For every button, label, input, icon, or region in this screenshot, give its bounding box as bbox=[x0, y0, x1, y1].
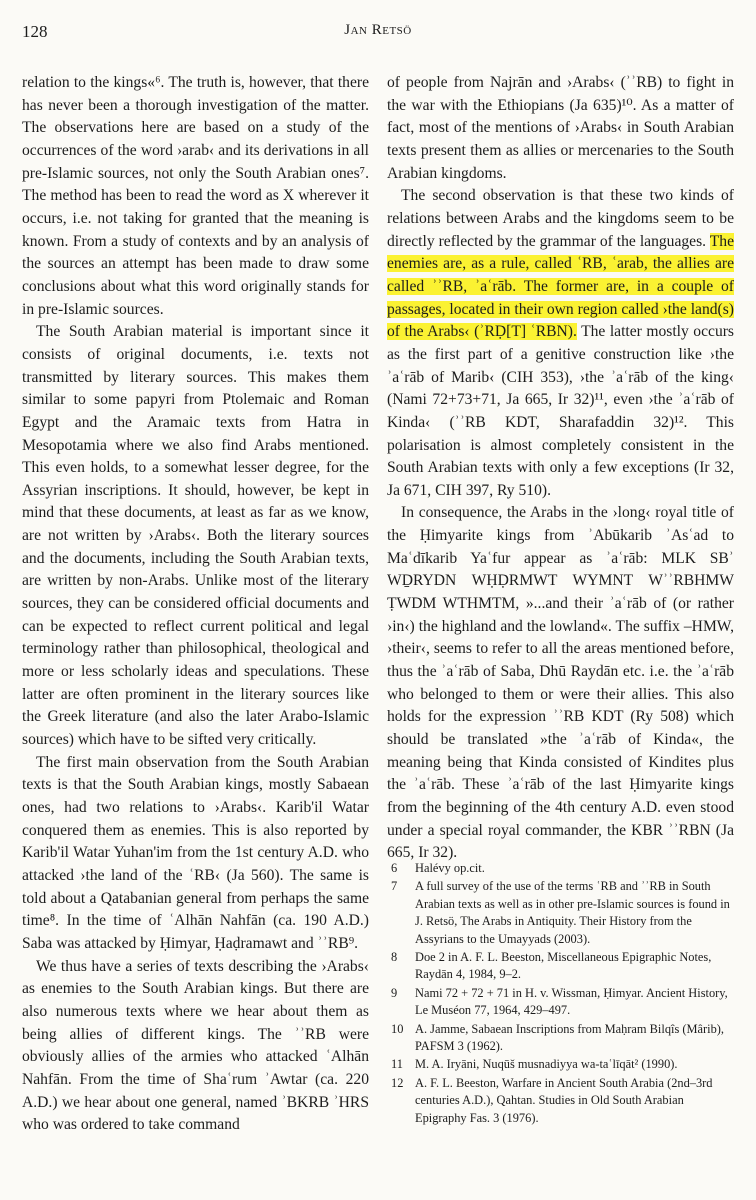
text-after-highlight: The latter mostly occurs as the first part of a genitive construction like ›the ʾaʿrāb of Marib‹ (CIH 353), ›the ʾaʿrāb of the king‹ (Nami 72+73+71, Ja 665, Ir 32)¹¹, even ›the ʾaʿrāb of Kinda‹ (ʾʾRB KDT, Sharafaddin 32)¹². This polarisation is almost completely consistent in the South Arabian texts with only a few exceptions (Ir 32, Ja 671, CIH 397, Ry 510). bbox=[387, 323, 734, 499]
footnote-text: A full survey of the use of the terms ʿRB and ʾʾRB in South Arabian texts as well as in other pre-Islamic sources is found in J. Retsö, The Arabs in Antiquity. Their History from the Assyrians to the Umayyads (2003). bbox=[415, 879, 730, 946]
footnote bbox=[387, 1021, 737, 1056]
paragraph: We thus have a series of texts describing the ›Arabs‹ as enemies to the South Arabian kings. But there are also numerous texts where we hear about them as being allies of different kings. The ʾʾRB were obviously allies of the armies who attacked ʿAlhān Nahfān. From the time of Shaʿrum ʾAwtar (ca. 220 A.D.) we hear about one general, named ʾBKRB ʾHRS who was ordered to take command bbox=[22, 957, 369, 1134]
left-column bbox=[22, 72, 369, 1137]
footnote bbox=[387, 1056, 737, 1073]
footnote-number: 6 bbox=[391, 861, 398, 875]
paragraph: The first main observation from the South Arabian texts is that the South Arabian kings, mostly Sabaean ones, had two relations to ›Arabs‹. Karib'il Watar conquered them as enemies. This is also reported by Karib'il Watar Yuhan'im from the 1st century A.D. who attacked ›the land of the ʿRB‹ (Ja 560). The same is told about a Qatabanian general from perhaps the same time⁸. In the time of ʿAlhān Nahfān (ca. 190 A.D.) Saba was attacked by Ḥimyar, Ḥaḍramawt and ʾʾRB⁹. bbox=[22, 753, 369, 952]
text-before-highlight: The second observation is that these two kinds of relations between Arabs and the kingdoms seem to be directly reflected by the grammar of the languages. bbox=[387, 187, 734, 250]
right-column bbox=[387, 72, 734, 865]
running-head-author: Jan Retsö bbox=[344, 22, 412, 38]
footnotes bbox=[387, 860, 737, 1128]
footnote-text: A. Jamme, Sabaean Inscriptions from Maḥram Bilqîs (Mârib), PAFSM 3 (1962). bbox=[415, 1021, 725, 1054]
footnote-text: Nami 72 + 72 + 71 in H. v. Wissman, Ḥimyar. Ancient History, Le Muséon 77, 1964, 429–497. bbox=[415, 985, 728, 1018]
paragraph-with-highlight bbox=[387, 185, 734, 502]
footnote-number: 10 bbox=[391, 1021, 404, 1036]
paragraph: relation to the kings«⁶. The truth is, however, that there has never been a thorough investigation of the matter. The observations here are based on a study of the occurrences of the word ›arab‹ and its derivations in all pre-Islamic sources, not only the South Arabian ones⁷. The method has been to read the word as X wherever it occurs, i.e. not taking for granted that the meaning is known. From a study of contexts and by an analysis of the sources an attempt has been made to draw some conclusions about what this word originally stands for in pre-Islamic sources. bbox=[22, 74, 369, 318]
page-number: 128 bbox=[22, 22, 48, 41]
footnote bbox=[387, 860, 737, 877]
footnote bbox=[387, 949, 737, 984]
footnote-number: 7 bbox=[391, 879, 398, 894]
paragraph: of people from Najrān and ›Arabs‹ (ʾʾRB) to fight in the war with the Ethiopians (Ja 635)¹⁰. As a matter of fact, most of the mentions of ›Arabs‹ in South Arabian texts present them as allies or mercenaries to the South Arabian kingdoms. bbox=[387, 74, 734, 182]
footnote-text: A. F. L. Beeston, Warfare in Ancient South Arabia (2nd–3rd centuries A.D.), Qahtan. Studies in Old South Arabian Epigraphy Fas. 3 (1976). bbox=[415, 1075, 713, 1125]
footnote-number: 9 bbox=[391, 985, 398, 1000]
paragraph: The South Arabian material is important since it consists of original documents, i.e. texts not transmitted by literary sources. This makes them similar to some papyri from Ptolemaic and Roman Egypt and the Aramaic texts from Hatra in Mesopotamia where we also find Arabs mentioned. This even holds, to a somewhat lesser degree, for the Assyrian inscriptions. It should, however, be kept in mind that these documents, at least as far as we know, are not written by ›Arabs‹. Both the literary sources and the documents, including the South Arabian texts, are written by non-Arabs. Unlike most of the literary sources, they can be considered official documents and can be expected to reflect current political and legal terminology rather than philosophical, theological and more or less scholarly ideas and speculations. These latter are often prominent in the literary sources like the Greek literature (and also the later Arabo-Islamic sources) which have to be sifted very critically. bbox=[22, 323, 369, 749]
paragraph: In consequence, the Arabs in the ›long‹ royal title of the Ḥimyarite kings from ʾAbūkarib ʾAsʿad to Maʿdīkarib Yaʿfur appear as ʾaʿrāb: MLK SBʾ WḎRYDN WḤḌRMWT WYMNT WʾʾRBHMW ṬWDM WTHMTM, »...and their ʾaʿrāb of (or rather ›in‹) the highland and the lowland«. The suffix –HMW, ›their‹, seems to refer to all the areas mentioned before, thus the ʾaʿrāb of Saba, Dhū Raydān etc. i.e. the ʾaʿrāb who belonged to them or were their allies. This also holds for the expression ʾʾRB KDT (Ry 508) which should be translated »the ʾaʿrāb of Kinda«, the meaning being that Kinda consisted of Kindites plus the ʾaʿrāb. These ʾaʿrāb of the last Ḥimyarite kings from the beginning of the 4th century A.D. even stood under a special royal commander, the KBR ʾʾRBN (Ja 665, Ir 32). bbox=[387, 504, 734, 862]
footnote-text: M. A. Iryāni, Nuqūš musnadiyya wa-taʿlīqāt² (1990). bbox=[415, 1057, 678, 1072]
footnote bbox=[387, 985, 737, 1020]
footnote-text: Doe 2 in A. F. L. Beeston, Miscellaneous Epigraphic Notes, Raydān 4, 1984, 9–2. bbox=[415, 950, 712, 982]
footnote bbox=[387, 1075, 737, 1127]
footnote-number: 11 bbox=[391, 1057, 403, 1072]
footnote-number: 12 bbox=[391, 1075, 404, 1090]
footnote-number: 8 bbox=[391, 950, 398, 965]
footnote bbox=[387, 878, 737, 948]
highlighted-passage: The enemies are, as a rule, called ʿRB, ʿarab, the allies are called ʾʾRB, ʾaʿrāb. The former are, in a couple of passages, located in their own region called ›the land(s) of the Arabs‹ (ʾRḌ[T] ʿRBN). bbox=[387, 232, 734, 341]
footnote-text: Halévy op.cit. bbox=[415, 861, 485, 875]
